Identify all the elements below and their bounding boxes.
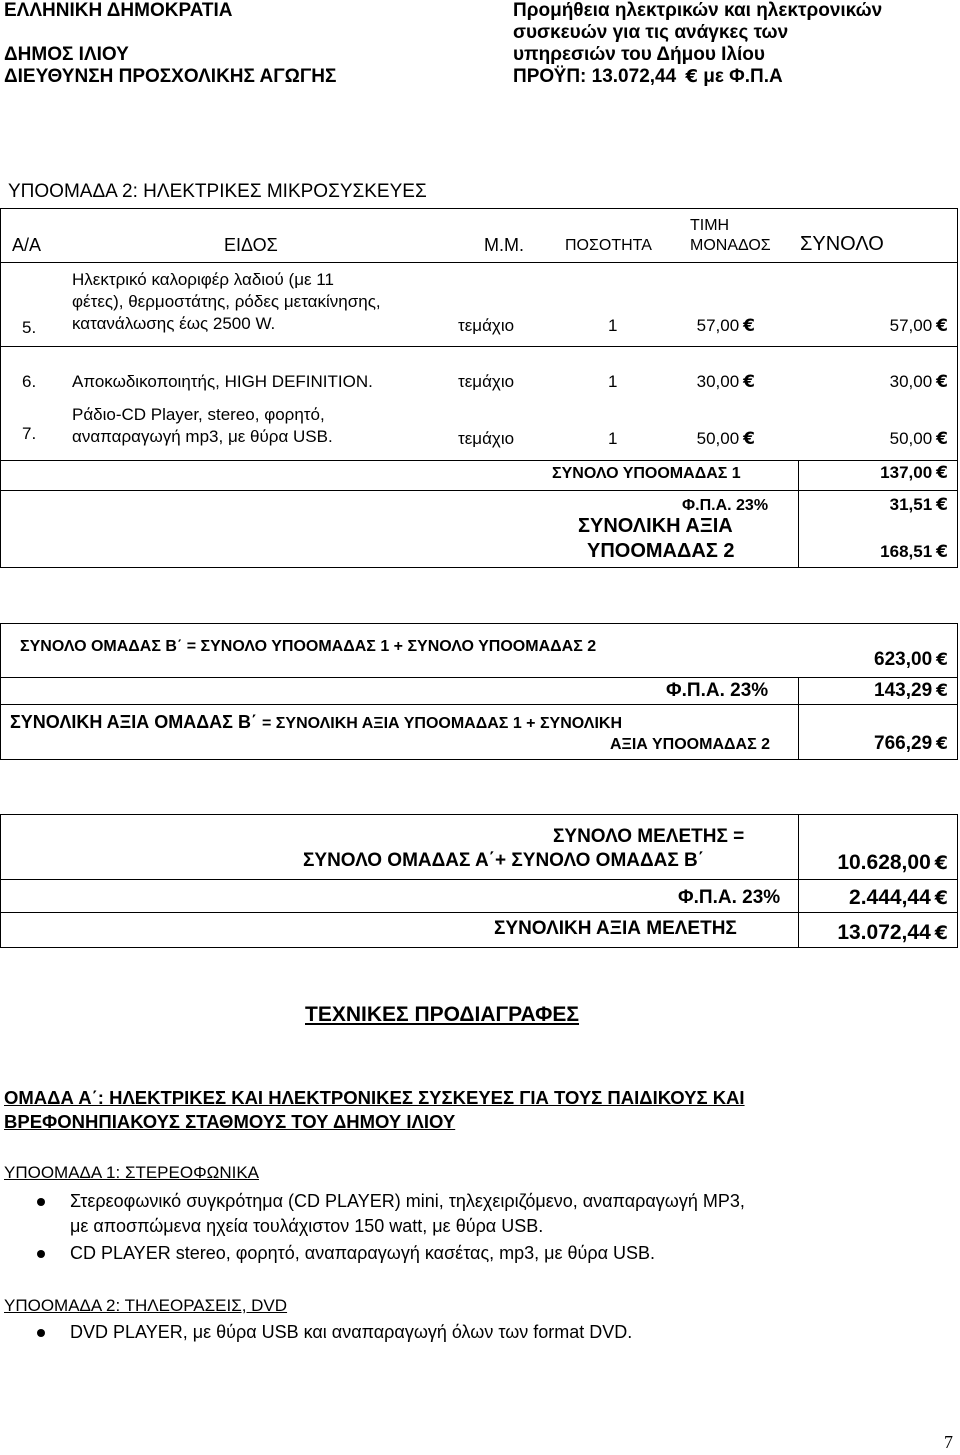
study-total-label: ΣΥΝΟΛΙΚΗ ΑΞΙΑ ΜΕΛΕΤΗΣ: [494, 918, 737, 939]
group-b-top-border: [0, 623, 958, 624]
col-header-qty: ΠΟΣΟΤΗΤΑ: [565, 237, 652, 254]
row-5-price: 57,00 €: [696, 316, 755, 336]
row-6-qty: 1: [608, 372, 618, 391]
specs-sub1-item-1-line-1: Στερεοφωνικό συγκρότημα (CD PLAYER) mini, τηλεχειριζόμενο, αναπαραγωγή MP3,: [70, 1191, 745, 1211]
study-sum-label-2: ΣΥΝΟΛΟ ΟΜΑΔΑΣ Α΄+ ΣΥΝΟΛΟ ΟΜΑΔΑΣ Β΄: [303, 850, 705, 871]
bullet-icon: [37, 1250, 45, 1258]
grand-total-label-2: ΥΠΟΟΜΑΔΑΣ 2: [587, 540, 735, 562]
row-7-aa: 7.: [22, 424, 37, 443]
subgroup-title: ΥΠΟΟΜΑΔΑ 2: ΗΛΕΚΤΡΙΚΕΣ ΜΙΚΡΟΣΥΣΚΕΥΕΣ: [8, 181, 427, 202]
row-7-desc-line-1: Ράδιο-CD Player, stereo, φορητό,: [72, 405, 325, 424]
group-b-right-border: [957, 623, 958, 760]
group-b-divider-2: [0, 704, 958, 705]
bullet-icon: [37, 1198, 45, 1206]
row-7-desc-line-2: αναπαραγωγή mp3, με θύρα USB.: [72, 427, 333, 446]
group-b-column-divider: [798, 677, 799, 759]
col-header-unit: Μ.Μ.: [484, 235, 524, 255]
col-header-item: ΕΙΔΟΣ: [224, 235, 278, 255]
subtotal-value: 137,00 €: [880, 463, 948, 483]
specs-group-a-line-2: ΒΡΕΦΟΝΗΠΙΑΚΟΥΣ ΣΤΑΘΜΟΥΣ ΤΟΥ ΔΗΜΟΥ ΙΛΙΟΥ: [4, 1111, 456, 1132]
table-rows-end-divider: [0, 460, 958, 461]
row-5-aa: 5.: [22, 318, 37, 337]
study-vat-value: 2.444,44 €: [849, 886, 948, 909]
header-left-line-3: ΔΙΕΥΘΥΝΣΗ ΠΡΟΣΧΟΛΙΚΗΣ ΑΓΩΓΗΣ: [4, 66, 337, 87]
row-6-price: 30,00 €: [696, 372, 755, 392]
study-top-border: [0, 814, 958, 815]
row-6-desc: Αποκωδικοποιητής, HIGH DEFINITION.: [72, 372, 373, 391]
header-left-line-1: ΕΛΛΗΝΙΚΗ ΔΗΜΟΚΡΑΤΙΑ: [4, 0, 233, 21]
study-sum-value: 10.628,00 €: [837, 851, 948, 874]
group-b-sum-label: ΣΥΝΟΛΟ ΟΜΑΔΑΣ Β΄ = ΣΥΝΟΛΟ ΥΠΟΟΜΑΔΑΣ 1 + ΣΥΝΟΛΟ ΥΠΟΟΜΑΔΑΣ 2: [20, 638, 597, 655]
bullet-icon: [37, 1329, 45, 1337]
table-top-border: [0, 208, 958, 209]
group-b-divider-1: [0, 677, 958, 678]
specs-sub1-item-1-line-2: με αποσπώμενα ηχεία τουλάχιστον 150 watt, με θύρα USB.: [70, 1216, 544, 1236]
table-header-divider: [0, 262, 958, 263]
page-number: 7: [944, 1432, 953, 1452]
group-b-vat-value: 143,29 €: [874, 680, 948, 701]
specs-group-a-line-1: ΟΜΑΔΑ Α΄: ΗΛΕΚΤΡΙΚΕΣ ΚΑΙ ΗΛΕΚΤΡΟΝΙΚΕΣ ΣΥΣΚΕΥΕΣ ΓΙΑ ΤΟΥΣ ΠΑΙΔΙΚΟΥΣ ΚΑΙ: [4, 1087, 745, 1108]
group-b-total-label: ΣΥΝΟΛΙΚΗ ΑΞΙΑ ΟΜΑΔΑΣ Β΄ = ΣΥΝΟΛΙΚΗ ΑΞΙΑ ΥΠΟΟΜΑΔΑΣ 1 + ΣΥΝΟΛΙΚΗ: [10, 712, 623, 732]
study-right-border: [957, 814, 958, 948]
study-bottom-border: [0, 947, 958, 948]
specs-sub2-item-1: DVD PLAYER, με θύρα USB και αναπαραγωγή όλων των format DVD.: [70, 1322, 633, 1342]
col-header-price-1: ΤΙΜΗ: [690, 217, 730, 234]
study-total-value: 13.072,44 €: [837, 921, 948, 944]
col-header-total: ΣΥΝΟΛΟ: [800, 233, 884, 255]
table-row-divider: [0, 346, 958, 347]
header-budget: ΠΡΟΫΠ: 13.072,44 € με Φ.Π.Α: [513, 66, 783, 87]
subtotal-label: ΣΥΝΟΛΟ ΥΠΟΟΜΑΔΑΣ 1: [552, 465, 741, 482]
table-bottom-border: [0, 567, 958, 568]
specs-sub1-item-2: CD PLAYER stereo, φορητό, αναπαραγωγή κασέτας, mp3, με θύρα USB.: [70, 1243, 656, 1263]
row-5-qty: 1: [608, 316, 618, 335]
col-header-aa: Α/Α: [12, 235, 42, 255]
header-left-line-2: ΔΗΜΟΣ ΙΛΙΟΥ: [4, 44, 129, 65]
row-7-unit: τεμάχιο: [458, 429, 515, 448]
study-left-border: [0, 814, 1, 948]
row-7-price: 50,00 €: [696, 429, 755, 449]
study-column-divider: [798, 814, 799, 948]
study-divider-1: [0, 879, 958, 880]
col-header-price-2: ΜΟΝΑΔΟΣ: [690, 237, 771, 254]
vat-label: Φ.Π.Α. 23%: [682, 497, 769, 514]
row-5-desc-line-2: φέτες), θερμοστάτης, ρόδες μετακίνησης,: [72, 292, 381, 311]
row-5-desc-line-1: Ηλεκτρικό καλοριφέρ λαδιού (με 11: [72, 270, 334, 289]
header-right-line-2: συσκευών για τις ανάγκες των: [513, 22, 789, 43]
subtotal-divider: [0, 490, 958, 491]
specs-subgroup-1-title: ΥΠΟΟΜΑΔΑ 1: ΣΤΕΡΕΟΦΩΝΙΚΑ: [4, 1163, 260, 1182]
group-b-vat-label: Φ.Π.Α. 23%: [666, 680, 769, 701]
row-5-desc-line-3: κατανάλωσης έως 2500 W.: [72, 314, 276, 333]
header-right-line-3: υπηρεσιών του Δήμου Ιλίου: [513, 44, 765, 65]
group-b-total-label-2: ΑΞΙΑ ΥΠΟΟΜΑΔΑΣ 2: [610, 736, 771, 753]
study-sum-label-1: ΣΥΝΟΛΟ ΜΕΛΕΤΗΣ =: [553, 826, 745, 847]
specs-subgroup-2-title: ΥΠΟΟΜΑΔΑ 2: ΤΗΛΕΟΡΑΣΕΙΣ, DVD: [4, 1296, 288, 1315]
row-5-unit: τεμάχιο: [458, 316, 515, 335]
study-vat-label: Φ.Π.Α. 23%: [678, 887, 781, 908]
grand-total-value: 168,51 €: [880, 542, 948, 562]
group-b-left-border: [0, 623, 1, 760]
row-6-total: 30,00 €: [889, 372, 948, 392]
row-7-total: 50,00 €: [889, 429, 948, 449]
row-6-unit: τεμάχιο: [458, 372, 515, 391]
specs-title: ΤΕΧΝΙΚΕΣ ΠΡΟΔΙΑΓΡΑΦΕΣ: [305, 1003, 580, 1026]
group-b-total-value: 766,29 €: [874, 733, 948, 754]
row-5-total: 57,00 €: [889, 316, 948, 336]
subtotal-column-divider: [798, 460, 799, 567]
group-b-bottom-border: [0, 759, 958, 760]
group-b-sum-value: 623,00 €: [874, 649, 948, 670]
vat-value: 31,51 €: [889, 495, 948, 515]
study-divider-2: [0, 912, 958, 913]
header-right-line-1: Προμήθεια ηλεκτρικών και ηλεκτρονικών: [513, 0, 883, 21]
grand-total-label-1: ΣΥΝΟΛΙΚΗ ΑΞΙΑ: [578, 515, 733, 537]
row-6-aa: 6.: [22, 372, 37, 391]
row-7-qty: 1: [608, 429, 618, 448]
